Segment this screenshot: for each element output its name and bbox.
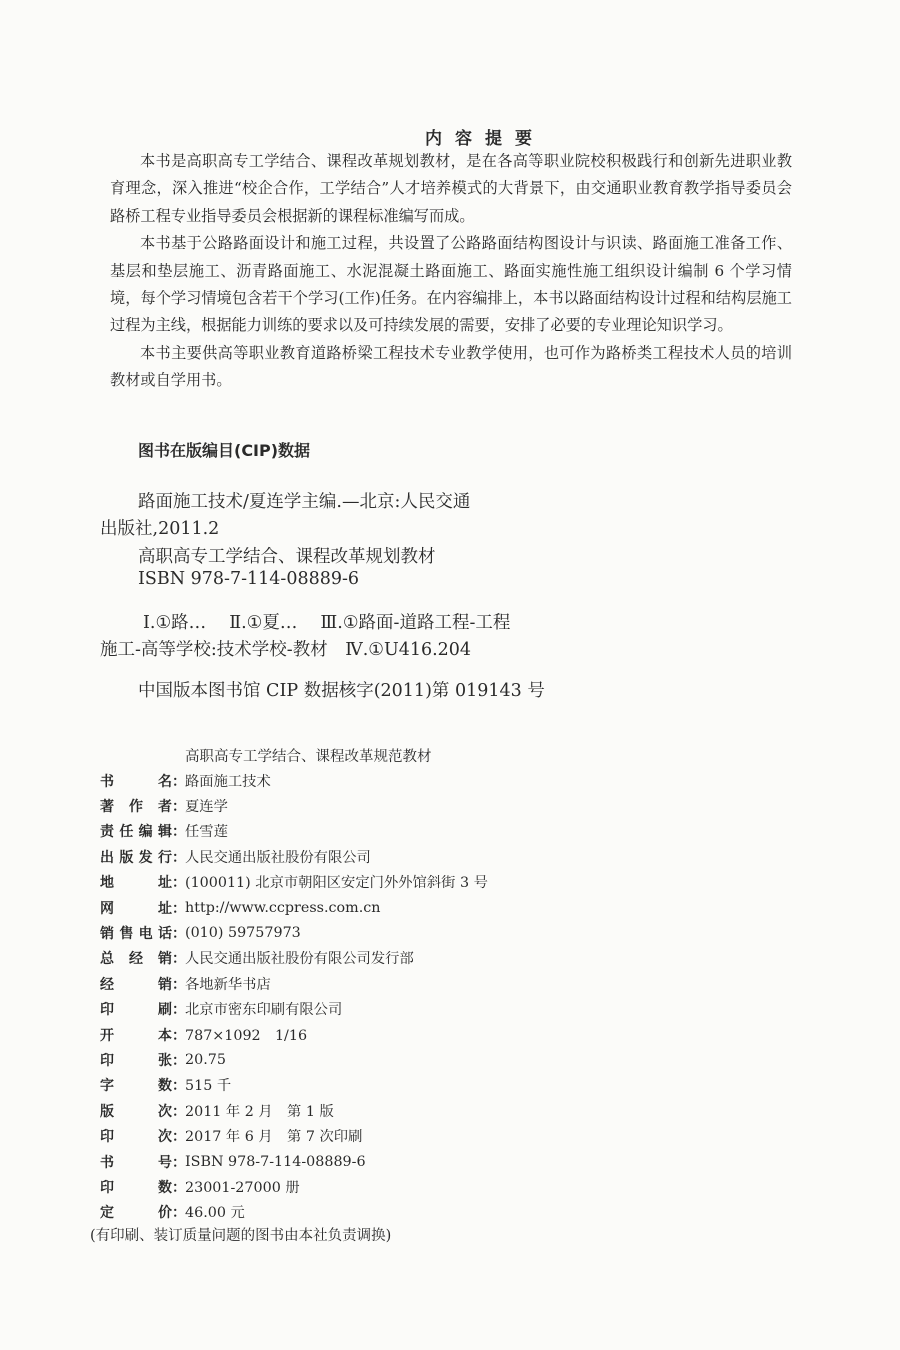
- colophon-row: [100, 768, 488, 793]
- colophon-colon: ：: [172, 1205, 186, 1222]
- summary-paragraph: 本书主要供高等职业教育道路桥梁工程技术专业教学使用，也可作为路桥类工程技术人员的培训教材或自学用书。: [110, 343, 792, 390]
- cip-line: 施工-高等学校:技术学校-教材 Ⅳ.①U416.204: [100, 640, 472, 660]
- colophon-row: [100, 1174, 488, 1199]
- colophon-value: (100011) 北京市朝阳区安定门外外馆斜街 3 号: [185, 875, 488, 892]
- colophon-label-text: 开本: [100, 1027, 172, 1044]
- colophon-label: [100, 771, 185, 791]
- colophon-value: 夏连学: [185, 799, 228, 816]
- colophon-label: [100, 1126, 185, 1146]
- cip-line: 高职高专工学结合、课程改革规划教材: [138, 547, 436, 567]
- colophon-value: 各地新华书店: [185, 976, 271, 993]
- colophon-row: [100, 1073, 488, 1098]
- colophon-label: [100, 999, 185, 1019]
- colophon-label-text: 印张: [100, 1052, 172, 1069]
- colophon-label-text: 著作者: [100, 799, 172, 816]
- colophon-label: [100, 1177, 185, 1197]
- colophon-label-text: 书号: [100, 1154, 172, 1171]
- cip-line: 出版社,2011.2: [100, 519, 220, 539]
- summary-paragraph: 本书基于公路路面设计和施工过程，共设置了公路路面结构图设计与识读、路面施工准备工作、基层和垫层施工、沥青路面施工、水泥混凝土路面施工、路面实施性施工组织设计编制 6 个学习情境，每个学习情境包含若干个学习(工作)任务。在内容编排上，本书以路面结构设计过程和结构层施工过程为主线，根据能力训练的要求以及可持续发展的需要，安排了必要的专业理论知识学习。: [110, 234, 792, 335]
- colophon-value: (010) 59757973: [185, 925, 301, 942]
- summary-body: [110, 148, 792, 395]
- cip-heading: 图书在版编目(CIP)数据: [138, 441, 311, 460]
- colophon-colon: ：: [172, 900, 186, 917]
- colophon-row: [100, 1098, 488, 1123]
- colophon-colon: ：: [172, 875, 186, 892]
- colophon-colon: ：: [172, 773, 186, 790]
- colophon-label-text: 印次: [100, 1129, 172, 1146]
- colophon-value: http://www.ccpress.com.cn: [185, 899, 381, 916]
- colophon-value: 2011 年 2 月 第 1 版: [185, 1103, 334, 1120]
- colophon-row: [100, 997, 488, 1022]
- colophon-row: [100, 895, 488, 920]
- colophon-colon: ：: [172, 1052, 186, 1069]
- colophon-colon: ：: [172, 1027, 186, 1044]
- colophon-colon: ：: [172, 1103, 186, 1120]
- colophon-row: [100, 793, 488, 818]
- colophon-label-text: 销售电话: [100, 926, 172, 943]
- colophon-label: [100, 1152, 185, 1172]
- colophon-row: [100, 1123, 488, 1148]
- colophon-label-text: 印数: [100, 1179, 172, 1196]
- cip-line: Ⅰ.①路… Ⅱ.①夏… Ⅲ.①路面-道路工程-工程: [143, 613, 511, 633]
- colophon-label: [100, 974, 185, 994]
- colophon-row: [100, 920, 488, 945]
- colophon-value: 路面施工技术: [185, 773, 271, 790]
- colophon-label: [100, 1050, 185, 1070]
- colophon-row: [100, 971, 488, 996]
- cip-line: 中国版本图书馆 CIP 数据核字(2011)第 019143 号: [138, 681, 545, 701]
- colophon-value: 人民交通出版社股份有限公司: [185, 849, 371, 866]
- colophon: [100, 768, 488, 1225]
- colophon-value: 2017 年 6 月 第 7 次印刷: [185, 1129, 363, 1146]
- colophon-value: 46.00 元: [185, 1205, 245, 1222]
- colophon-label: [100, 948, 185, 968]
- colophon-row: [100, 1200, 488, 1225]
- colophon-value: 人民交通出版社股份有限公司发行部: [185, 951, 414, 968]
- colophon-row: [100, 946, 488, 971]
- colophon-label: [100, 898, 185, 918]
- colophon-colon: ：: [172, 849, 186, 866]
- colophon-value: 20.75: [185, 1051, 226, 1068]
- colophon-value: 任雪莲: [185, 824, 228, 841]
- colophon-label-text: 地址: [100, 875, 172, 892]
- colophon-colon: ：: [172, 824, 186, 841]
- colophon-label-text: 经销: [100, 976, 172, 993]
- colophon-label-text: 书名: [100, 773, 172, 790]
- colophon-row: [100, 1149, 488, 1174]
- colophon-label: [100, 1101, 185, 1121]
- colophon-row: [100, 870, 488, 895]
- colophon-colon: ：: [172, 976, 186, 993]
- colophon-colon: ：: [172, 1002, 186, 1019]
- colophon-label: [100, 1202, 185, 1222]
- colophon-colon: ：: [172, 1154, 186, 1171]
- colophon-colon: ：: [172, 1129, 186, 1146]
- colophon-value: 23001-27000 册: [185, 1179, 300, 1196]
- colophon-row: [100, 819, 488, 844]
- colophon-value: 北京市密东印刷有限公司: [185, 1002, 343, 1019]
- colophon-row: [100, 1047, 488, 1072]
- colophon-label: [100, 847, 185, 867]
- colophon-colon: ：: [172, 951, 186, 968]
- colophon-label: [100, 821, 185, 841]
- colophon-label-text: 总经销: [100, 951, 172, 968]
- colophon-row: [100, 1022, 488, 1047]
- colophon-value: 787×1092 1/16: [185, 1027, 308, 1044]
- colophon-label: [100, 872, 185, 892]
- colophon-label: [100, 1075, 185, 1095]
- colophon-label-text: 版次: [100, 1103, 172, 1120]
- cip-line: ISBN 978-7-114-08889-6: [138, 569, 360, 589]
- cip-line: 路面施工技术/夏连学主编.—北京:人民交通: [138, 492, 471, 512]
- colophon-label-text: 字数: [100, 1078, 172, 1095]
- colophon-label: [100, 1025, 185, 1045]
- colophon-label-text: 责任编辑: [100, 824, 172, 841]
- colophon-label: [100, 923, 185, 943]
- summary-paragraph: 本书是高职高专工学结合、课程改革规划教材，是在各高等职业院校积极践行和创新先进职业教育理念，深入推进“校企合作，工学结合”人才培养模式的大背景下，由交通职业教育教学指导委员会路桥工程专业指导委员会根据新的课程标准编写而成。: [110, 152, 792, 225]
- colophon-value: 515 千: [185, 1078, 232, 1095]
- colophon-label-text: 出版发行: [100, 849, 172, 866]
- colophon-colon: ：: [172, 799, 186, 816]
- colophon-colon: ：: [172, 1179, 186, 1196]
- colophon-row: [100, 844, 488, 869]
- colophon-colon: ：: [172, 926, 186, 943]
- colophon-label: [100, 796, 185, 816]
- colophon-colon: ：: [172, 1078, 186, 1095]
- colophon-label-text: 网址: [100, 900, 172, 917]
- series-name: 高职高专工学结合、课程改革规范教材: [185, 749, 432, 765]
- colophon-label-text: 定价: [100, 1205, 172, 1222]
- colophon-label-text: 印刷: [100, 1002, 172, 1019]
- colophon-note: (有印刷、装订质量问题的图书由本社负责调换): [90, 1228, 392, 1244]
- colophon-value: ISBN 978-7-114-08889-6: [185, 1153, 366, 1170]
- summary-title: 内容提要: [425, 129, 545, 149]
